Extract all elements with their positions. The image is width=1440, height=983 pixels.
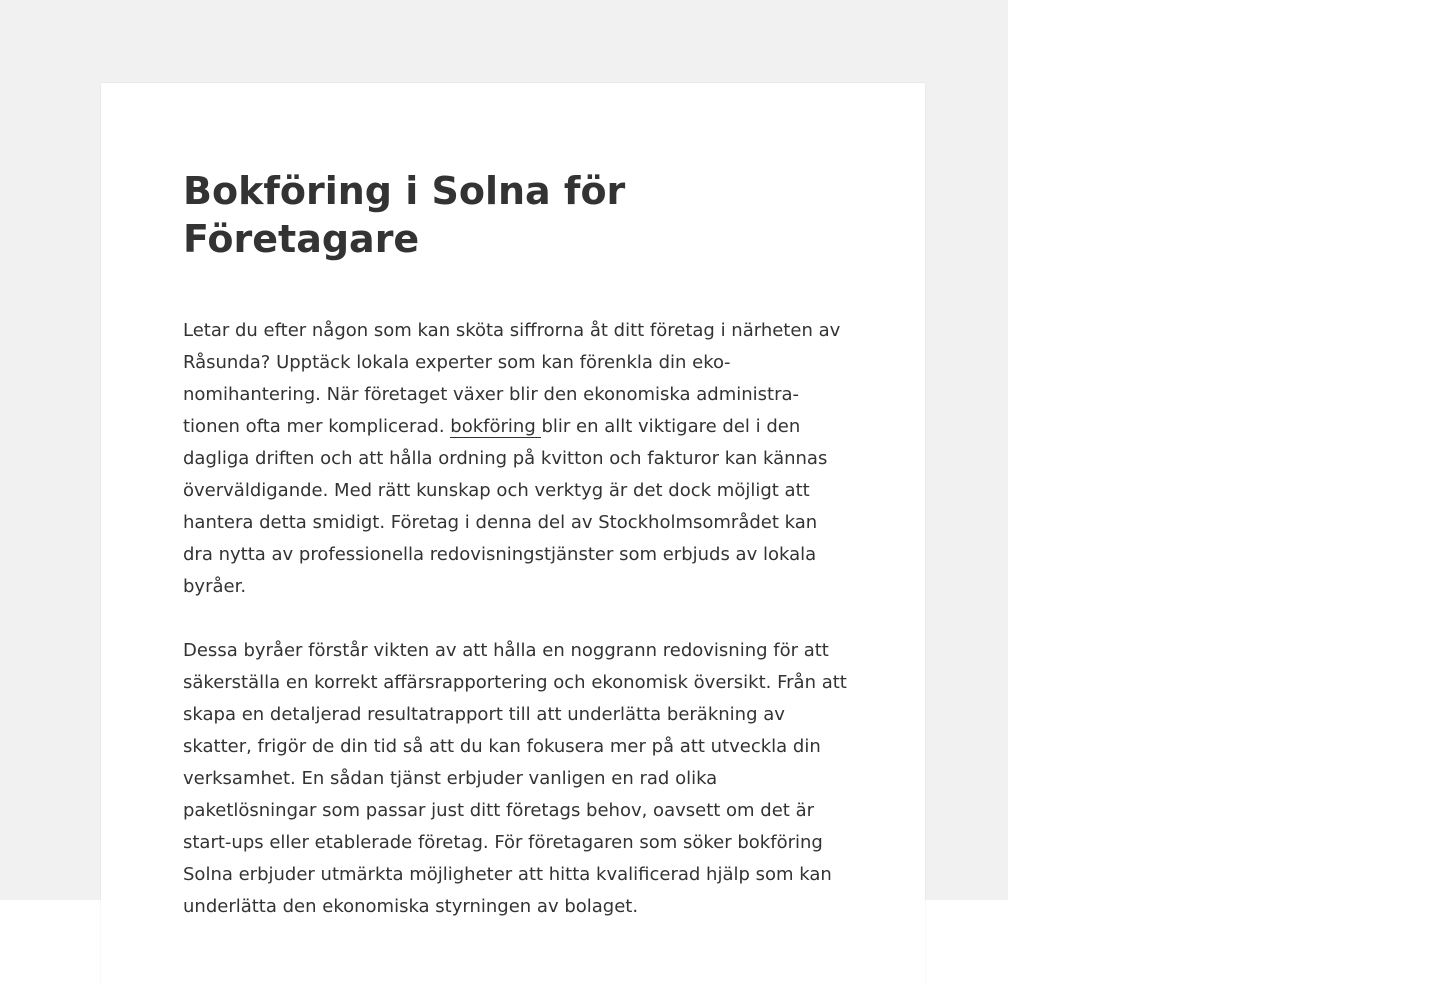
article-paragraph-2: Dessa byråer förstår vikten av att hålla en noggrann redovisning för att säkerställa en korrekt affärsrapportering och ekonomisk översikt. Från att skapa en detaljerad resultatrapport till att underlätta beräkning av skatter, frigör de din tid så att du kan fokusera mer på att utveckla din verksamhet. En sådan tjänst erbjuder vanligen en rad olika paketlösningar som passar just ditt företags behov, oavsett om det är start-ups eller etablerade företag. För företagaren som söker bokföring Solna erbjuder utmärkta möjligheter att hitta kvalificerad hjälp som kan underlätta den ekonomiska styrningen av bolaget. xyxy=(183,640,847,917)
article-card xyxy=(101,83,925,983)
paragraph-1-text-end: blir en allt viktigare del i den dagliga driften och att hålla ordning på kvitton och fakturor kan kännas överväldigande. Med rätt kunskap och verktyg är det dock möjligt att hantera detta smidigt. Företag i denna del av Stockholmsområdet kan dra nytta av professionella redovisningstjänster som erbjuds av lokala byråer. xyxy=(183,416,828,597)
article-content xyxy=(183,315,849,923)
page-title: Bokföring i Solna för Företagare xyxy=(183,169,626,261)
article-paragraph-1 xyxy=(183,315,849,603)
bokforing-link[interactable]: bokföring xyxy=(450,416,542,437)
paragraph-1-text-start: Letar du efter någon som kan sköta siffrorna åt ditt företag i närheten av Råsunda? Upptäck lokala experter som kan förenkla din ekonomihantering. När företaget växer blir den ekonomiska administrationen ofta mer komplicerad. xyxy=(183,320,841,437)
